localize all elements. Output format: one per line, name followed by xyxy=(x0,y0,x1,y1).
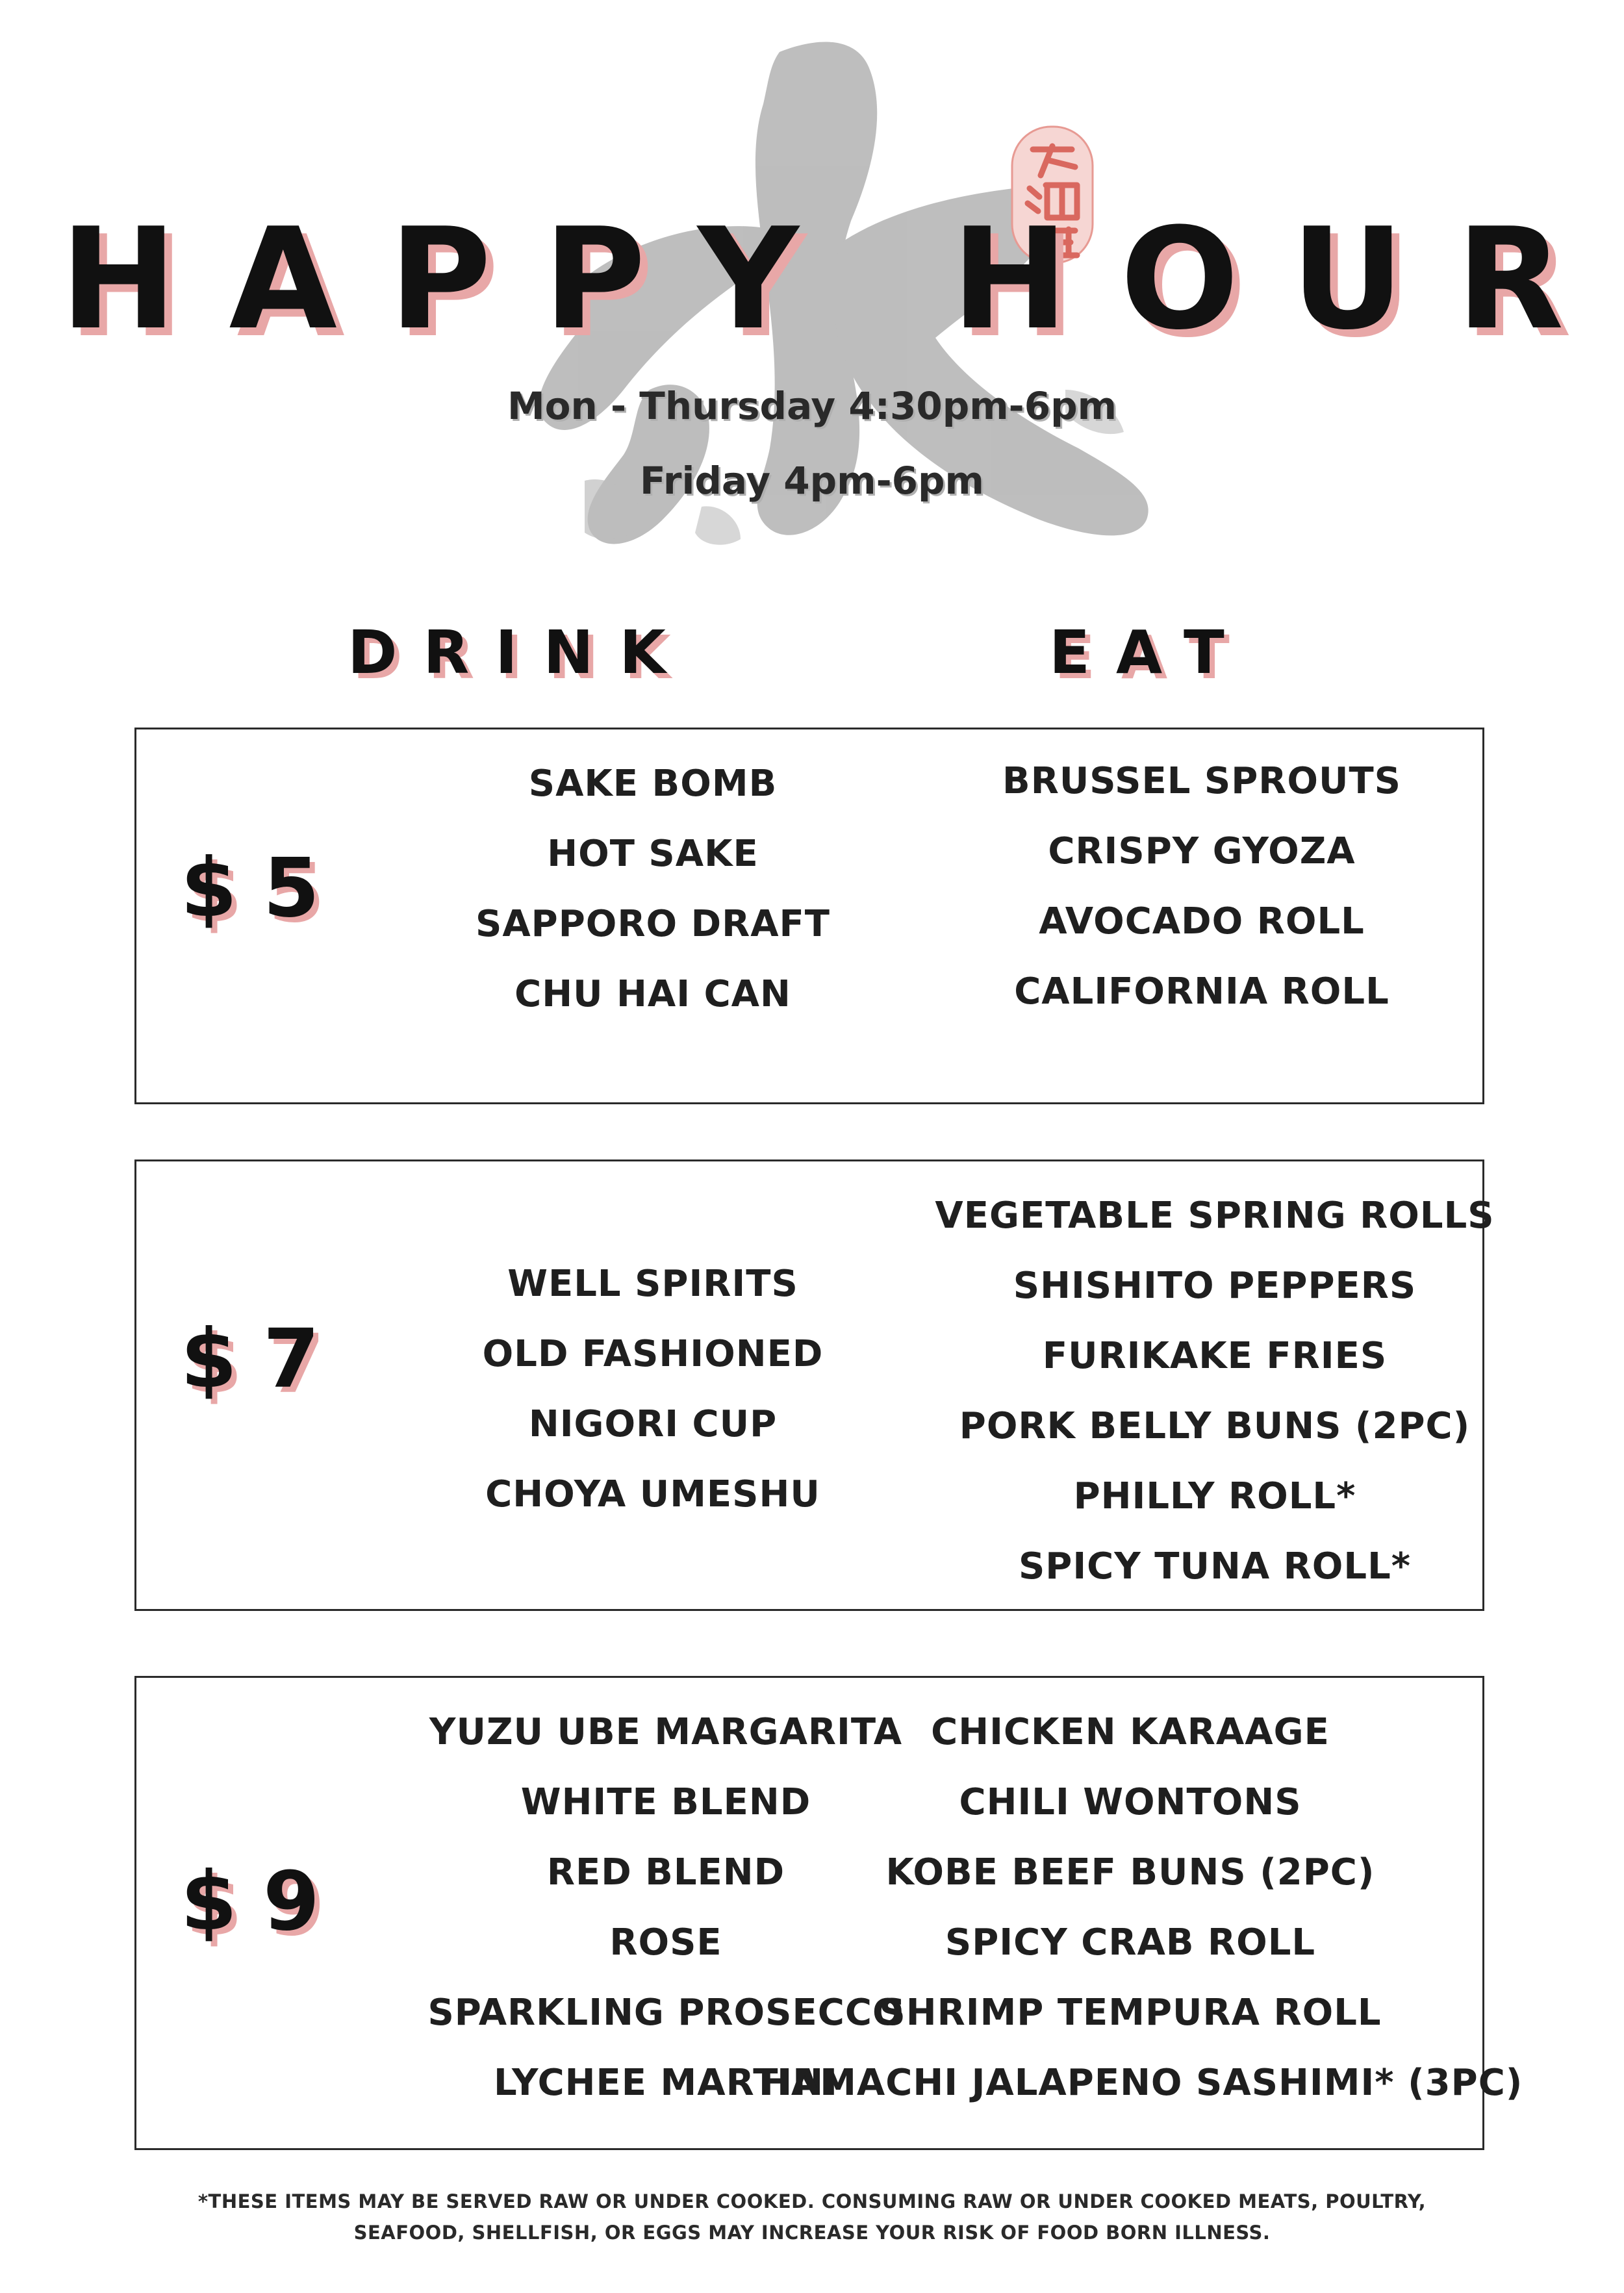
food-item: HAMACHI JALAPENO SASHIMI* (3PC) xyxy=(760,2062,1523,2104)
food-list xyxy=(857,746,1546,1027)
page-title xyxy=(0,197,1624,361)
food-item: CRISPY GYOZA xyxy=(1048,830,1356,872)
food-item: FURIKAKE FRIES xyxy=(1042,1335,1388,1377)
tier-price: $9 xyxy=(181,1855,346,1949)
price-tier-9 xyxy=(134,1676,1523,2150)
drink-item: LYCHEE MARTINI xyxy=(494,2062,838,2104)
eat-column-heading: EAT xyxy=(1049,618,1250,687)
drink-item: NIGORI CUP xyxy=(528,1403,778,1445)
food-item: KOBE BEEF BUNS (2PC) xyxy=(885,1851,1375,1894)
hours-friday: Friday 4pm-6pm xyxy=(640,459,984,503)
food-list xyxy=(760,1697,1523,2118)
drink-item: CHU HAI CAN xyxy=(514,973,791,1015)
disclaimer-line: *THESE ITEMS MAY BE SERVED RAW OR UNDER COOKED. CONSUMING RAW OR UNDER COOKED MEATS, POULTRY, xyxy=(197,2190,1427,2212)
food-item: CALIFORNIA ROLL xyxy=(1014,970,1389,1013)
tier-price: $5 xyxy=(181,841,346,935)
hours-weekday: Mon - Thursday 4:30pm-6pm xyxy=(507,384,1117,428)
drink-item: WHITE BLEND xyxy=(520,1781,811,1823)
drink-item: YUZU UBE MARGARITA xyxy=(429,1711,903,1753)
food-item: CHILI WONTONS xyxy=(959,1781,1302,1823)
drink-item: WELL SPIRITS xyxy=(507,1263,798,1305)
food-item: PHILLY ROLL* xyxy=(1073,1475,1356,1517)
drink-item: HOT SAKE xyxy=(547,833,759,875)
food-item: BRUSSEL SPROUTS xyxy=(1002,760,1401,802)
drink-item: SAPPORO DRAFT xyxy=(476,903,830,945)
price-tier-7 xyxy=(134,1159,1495,1611)
title-text: HAPPY HOUR xyxy=(60,197,1616,361)
disclaimer-line: SEAFOOD, SHELLFISH, OR EGGS MAY INCREASE YOUR RISK OF FOOD BORN ILLNESS. xyxy=(353,2222,1271,2244)
drink-item: OLD FASHIONED xyxy=(482,1333,824,1375)
drink-item: RED BLEND xyxy=(546,1851,785,1894)
drink-item: ROSE xyxy=(609,1921,722,1964)
food-item: PORK BELLY BUNS (2PC) xyxy=(959,1405,1471,1447)
food-item: AVOCADO ROLL xyxy=(1039,900,1365,943)
food-item: SHRIMP TEMPURA ROLL xyxy=(879,1992,1382,2034)
raw-food-disclaimer xyxy=(0,2186,1624,2248)
food-list xyxy=(870,1181,1559,1602)
food-item: SPICY TUNA ROLL* xyxy=(1018,1545,1412,1588)
food-item: SPICY CRAB ROLL xyxy=(945,1921,1316,1964)
tier-price: $7 xyxy=(181,1312,346,1406)
price-tier-5 xyxy=(134,728,1484,1104)
food-item: SHISHITO PEPPERS xyxy=(1013,1265,1417,1307)
drink-item: SAKE BOMB xyxy=(528,763,778,805)
drink-list xyxy=(351,1249,955,1530)
food-item: VEGETABLE SPRING ROLLS xyxy=(935,1195,1495,1237)
drink-item: SPARKLING PROSECCO xyxy=(427,1992,904,2034)
food-item: CHICKEN KARAAGE xyxy=(931,1711,1330,1753)
drink-item: CHOYA UMESHU xyxy=(485,1473,820,1515)
drink-column-heading: DRINK xyxy=(348,618,692,687)
